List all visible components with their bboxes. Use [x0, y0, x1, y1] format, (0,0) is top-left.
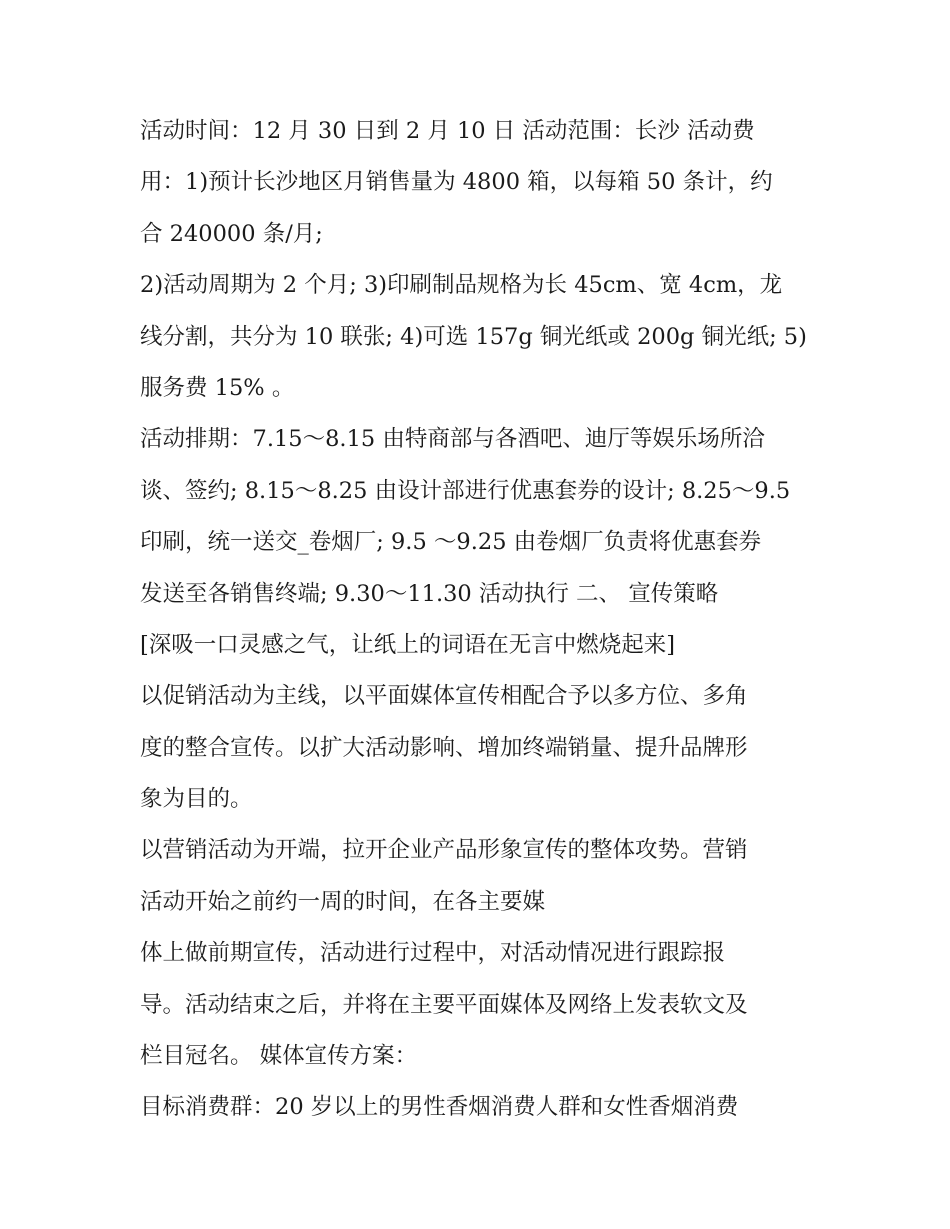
text-line: 以营销活动为开端，拉开企业产品形象宣传的整体攻势。营销	[140, 837, 748, 864]
text-line: 象为目的。	[140, 786, 253, 813]
text-line: 2)活动周期为 2 个月; 3)印刷制品规格为长 45cm、宽 4cm，龙	[140, 272, 783, 299]
text-line: 合 240000 条/月;	[140, 220, 323, 247]
text-line: 以促销活动为主线，以平面媒体宣传相配合予以多方位、多角	[140, 683, 748, 710]
text-line: 导。活动结束之后，并将在主要平面媒体及网络上发表软文及	[140, 991, 748, 1018]
text-line: 线分割，共分为 10 联张; 4)可选 157g 铜光纸或 200g 铜光纸; 5)	[140, 323, 807, 350]
text-line: 活动排期：7.15～8.15 由特商部与各酒吧、迪厅等娱乐场所洽	[140, 426, 765, 453]
text-line: 印刷，统一送交_卷烟厂; 9.5 ～9.25 由卷烟厂负责将优惠套券	[140, 529, 762, 556]
text-line: 发送至各销售终端; 9.30～11.30 活动执行 二、 宣传策略	[140, 580, 719, 607]
text-line: 体上做前期宣传，活动进行过程中，对活动情况进行跟踪报	[140, 940, 726, 967]
text-line: 栏目冠名。 媒体宣传方案：	[140, 1043, 418, 1070]
text-line: 用：1)预计长沙地区月销售量为 4800 箱，以每箱 50 条计，约	[140, 169, 773, 196]
text-line: 谈、签约; 8.15～8.25 由设计部进行优惠套券的设计; 8.25～9.5	[140, 477, 791, 504]
text-line: 服务费 15% 。	[140, 374, 295, 401]
text-line: [深吸一口灵感之气，让纸上的词语在无言中燃烧起来]	[140, 631, 676, 658]
document-body	[140, 106, 820, 1134]
text-line: 活动开始之前约一周的时间，在各主要媒	[140, 888, 546, 915]
text-line: 目标消费群：20 岁以上的男性香烟消费人群和女性香烟消费	[140, 1094, 739, 1121]
text-line: 活动时间：12 月 30 日到 2 月 10 日 活动范围：长沙 活动费	[140, 118, 755, 144]
text-line: 度的整合宣传。以扩大活动影响、增加终端销量、提升品牌形	[140, 734, 748, 761]
